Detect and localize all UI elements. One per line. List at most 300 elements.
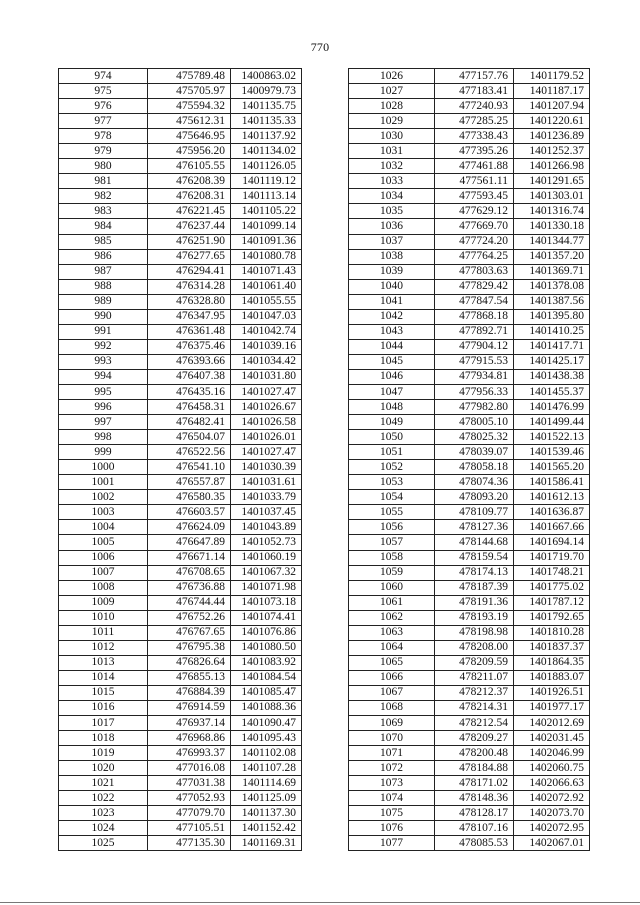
x-coordinate-cell: 477285.25	[435, 114, 514, 129]
x-coordinate-cell: 476671.14	[148, 550, 231, 565]
table-row	[59, 219, 302, 234]
point-number-cell: 1060	[349, 580, 435, 595]
y-coordinate-cell: 1401387.56	[514, 294, 590, 309]
table-row	[349, 475, 590, 490]
x-coordinate-cell: 478128.17	[435, 806, 514, 821]
x-coordinate-cell: 476277.65	[148, 249, 231, 264]
point-number-cell: 1064	[349, 640, 435, 655]
y-coordinate-cell: 1402072.95	[514, 821, 590, 836]
x-coordinate-cell: 476482.41	[148, 415, 231, 430]
point-number-cell: 1027	[349, 84, 435, 99]
table-row	[59, 354, 302, 369]
x-coordinate-cell: 477105.51	[148, 821, 231, 836]
y-coordinate-cell: 1401357.20	[514, 249, 590, 264]
coordinate-table-right	[348, 68, 590, 851]
table-row	[59, 490, 302, 505]
y-coordinate-cell: 1401135.75	[231, 99, 302, 114]
x-coordinate-cell: 476314.28	[148, 279, 231, 294]
y-coordinate-cell: 1401033.79	[231, 490, 302, 505]
point-number-cell: 1020	[59, 761, 148, 776]
table-row	[349, 731, 590, 746]
x-coordinate-cell: 477847.54	[435, 294, 514, 309]
y-coordinate-cell: 1401102.08	[231, 746, 302, 761]
y-coordinate-cell: 1401187.17	[514, 84, 590, 99]
y-coordinate-cell: 1400863.02	[231, 69, 302, 84]
point-number-cell: 1056	[349, 520, 435, 535]
point-number-cell: 1067	[349, 685, 435, 700]
x-coordinate-cell: 478074.36	[435, 475, 514, 490]
point-number-cell: 1032	[349, 159, 435, 174]
y-coordinate-cell: 1401088.36	[231, 700, 302, 715]
x-coordinate-cell: 477135.30	[148, 836, 231, 851]
coordinate-table-left	[58, 68, 302, 851]
point-number-cell: 1068	[349, 700, 435, 715]
y-coordinate-cell: 1401026.01	[231, 430, 302, 445]
x-coordinate-cell: 475612.31	[148, 114, 231, 129]
x-coordinate-cell: 476328.80	[148, 294, 231, 309]
y-coordinate-cell: 1401303.01	[514, 189, 590, 204]
x-coordinate-cell: 478208.00	[435, 640, 514, 655]
table-row	[349, 234, 590, 249]
x-coordinate-cell: 478211.07	[435, 670, 514, 685]
point-number-cell: 1037	[349, 234, 435, 249]
y-coordinate-cell: 1401266.98	[514, 159, 590, 174]
x-coordinate-cell: 476993.37	[148, 746, 231, 761]
table-row	[59, 565, 302, 580]
table-row	[349, 430, 590, 445]
x-coordinate-cell: 478209.59	[435, 655, 514, 670]
y-coordinate-cell: 1401027.47	[231, 445, 302, 460]
point-number-cell: 980	[59, 159, 148, 174]
x-coordinate-cell: 478200.48	[435, 746, 514, 761]
table-row	[349, 836, 590, 851]
x-coordinate-cell: 477956.33	[435, 384, 514, 399]
y-coordinate-cell: 1402067.01	[514, 836, 590, 851]
x-coordinate-cell: 478174.13	[435, 565, 514, 580]
x-coordinate-cell: 476407.38	[148, 369, 231, 384]
table-row	[59, 415, 302, 430]
x-coordinate-cell: 477669.70	[435, 219, 514, 234]
coordinate-table-right-body	[349, 69, 590, 851]
y-coordinate-cell: 1401137.92	[231, 129, 302, 144]
x-coordinate-cell: 476361.48	[148, 324, 231, 339]
x-coordinate-cell: 477240.93	[435, 99, 514, 114]
x-coordinate-cell: 477829.42	[435, 279, 514, 294]
y-coordinate-cell: 1401114.69	[231, 776, 302, 791]
point-number-cell: 993	[59, 354, 148, 369]
x-coordinate-cell: 477395.26	[435, 144, 514, 159]
x-coordinate-cell: 476826.64	[148, 655, 231, 670]
table-row	[349, 114, 590, 129]
table-row	[349, 294, 590, 309]
x-coordinate-cell: 477724.20	[435, 234, 514, 249]
point-number-cell: 1055	[349, 505, 435, 520]
table-row	[349, 520, 590, 535]
x-coordinate-cell: 475789.48	[148, 69, 231, 84]
table-row	[59, 144, 302, 159]
x-coordinate-cell: 476914.59	[148, 700, 231, 715]
table-row	[349, 610, 590, 625]
table-row	[349, 535, 590, 550]
table-row	[59, 655, 302, 670]
table-row	[59, 234, 302, 249]
x-coordinate-cell: 476557.87	[148, 475, 231, 490]
y-coordinate-cell: 1400979.73	[231, 84, 302, 99]
point-number-cell: 992	[59, 339, 148, 354]
y-coordinate-cell: 1402073.70	[514, 806, 590, 821]
point-number-cell: 1005	[59, 535, 148, 550]
table-row	[59, 580, 302, 595]
x-coordinate-cell: 478184.88	[435, 761, 514, 776]
point-number-cell: 1043	[349, 324, 435, 339]
table-row	[349, 219, 590, 234]
x-coordinate-cell: 477934.81	[435, 369, 514, 384]
point-number-cell: 985	[59, 234, 148, 249]
y-coordinate-cell: 1402012.69	[514, 716, 590, 731]
y-coordinate-cell: 1401539.46	[514, 445, 590, 460]
y-coordinate-cell: 1401378.08	[514, 279, 590, 294]
point-number-cell: 1044	[349, 339, 435, 354]
table-row	[59, 836, 302, 851]
table-row	[59, 761, 302, 776]
table-row	[59, 264, 302, 279]
point-number-cell: 1014	[59, 670, 148, 685]
point-number-cell: 994	[59, 369, 148, 384]
y-coordinate-cell: 1402066.63	[514, 776, 590, 791]
y-coordinate-cell: 1401125.09	[231, 791, 302, 806]
y-coordinate-cell: 1401026.67	[231, 400, 302, 415]
point-number-cell: 1038	[349, 249, 435, 264]
point-number-cell: 1019	[59, 746, 148, 761]
point-number-cell: 1052	[349, 460, 435, 475]
table-row	[59, 821, 302, 836]
point-number-cell: 1016	[59, 700, 148, 715]
x-coordinate-cell: 477157.76	[435, 69, 514, 84]
x-coordinate-cell: 478212.37	[435, 685, 514, 700]
table-row	[349, 655, 590, 670]
table-row	[349, 445, 590, 460]
x-coordinate-cell: 476855.13	[148, 670, 231, 685]
y-coordinate-cell: 1401055.55	[231, 294, 302, 309]
table-row	[349, 565, 590, 580]
table-row	[59, 174, 302, 189]
y-coordinate-cell: 1401636.87	[514, 505, 590, 520]
x-coordinate-cell: 478127.36	[435, 520, 514, 535]
table-row	[349, 309, 590, 324]
table-row	[59, 189, 302, 204]
y-coordinate-cell: 1401042.74	[231, 324, 302, 339]
page-number: 770	[310, 40, 330, 54]
y-coordinate-cell: 1401522.13	[514, 430, 590, 445]
point-number-cell: 1058	[349, 550, 435, 565]
y-coordinate-cell: 1401027.47	[231, 384, 302, 399]
x-coordinate-cell: 476884.39	[148, 685, 231, 700]
point-number-cell: 1017	[59, 716, 148, 731]
x-coordinate-cell: 476208.31	[148, 189, 231, 204]
y-coordinate-cell: 1401586.41	[514, 475, 590, 490]
y-coordinate-cell: 1401179.52	[514, 69, 590, 84]
table-row	[349, 746, 590, 761]
table-row	[349, 776, 590, 791]
table-row	[349, 685, 590, 700]
y-coordinate-cell: 1401043.89	[231, 520, 302, 535]
point-number-cell: 1071	[349, 746, 435, 761]
y-coordinate-cell: 1402031.45	[514, 731, 590, 746]
y-coordinate-cell: 1401080.78	[231, 249, 302, 264]
table-row	[349, 174, 590, 189]
x-coordinate-cell: 478187.39	[435, 580, 514, 595]
y-coordinate-cell: 1401438.38	[514, 369, 590, 384]
x-coordinate-cell: 477868.18	[435, 309, 514, 324]
y-coordinate-cell: 1401113.14	[231, 189, 302, 204]
point-number-cell: 1048	[349, 400, 435, 415]
y-coordinate-cell: 1401060.19	[231, 550, 302, 565]
table-row	[59, 716, 302, 731]
point-number-cell: 1029	[349, 114, 435, 129]
x-coordinate-cell: 478144.68	[435, 535, 514, 550]
y-coordinate-cell: 1401084.54	[231, 670, 302, 685]
x-coordinate-cell: 478193.19	[435, 610, 514, 625]
table-row	[349, 324, 590, 339]
table-row	[349, 550, 590, 565]
table-row	[59, 69, 302, 84]
y-coordinate-cell: 1401091.36	[231, 234, 302, 249]
point-number-cell: 1065	[349, 655, 435, 670]
table-row	[59, 746, 302, 761]
x-coordinate-cell: 476208.39	[148, 174, 231, 189]
point-number-cell: 977	[59, 114, 148, 129]
y-coordinate-cell: 1401107.28	[231, 761, 302, 776]
y-coordinate-cell: 1401775.02	[514, 580, 590, 595]
point-number-cell: 995	[59, 384, 148, 399]
y-coordinate-cell: 1401052.73	[231, 535, 302, 550]
y-coordinate-cell: 1401030.39	[231, 460, 302, 475]
table-row	[349, 339, 590, 354]
x-coordinate-cell: 477561.11	[435, 174, 514, 189]
table-row	[59, 505, 302, 520]
x-coordinate-cell: 475956.20	[148, 144, 231, 159]
point-number-cell: 1047	[349, 384, 435, 399]
point-number-cell: 1030	[349, 129, 435, 144]
point-number-cell: 981	[59, 174, 148, 189]
table-row	[349, 791, 590, 806]
point-number-cell: 1050	[349, 430, 435, 445]
table-row	[59, 84, 302, 99]
y-coordinate-cell: 1401076.86	[231, 625, 302, 640]
point-number-cell: 1007	[59, 565, 148, 580]
point-number-cell: 986	[59, 249, 148, 264]
point-number-cell: 1018	[59, 731, 148, 746]
point-number-cell: 1024	[59, 821, 148, 836]
y-coordinate-cell: 1401455.37	[514, 384, 590, 399]
coordinate-table-left-body	[59, 69, 302, 851]
table-row	[349, 595, 590, 610]
y-coordinate-cell: 1401291.65	[514, 174, 590, 189]
x-coordinate-cell: 478025.32	[435, 430, 514, 445]
x-coordinate-cell: 477892.71	[435, 324, 514, 339]
x-coordinate-cell: 477079.70	[148, 806, 231, 821]
page-bottom-edge	[0, 902, 640, 903]
point-number-cell: 997	[59, 415, 148, 430]
point-number-cell: 1034	[349, 189, 435, 204]
y-coordinate-cell: 1401067.32	[231, 565, 302, 580]
y-coordinate-cell: 1401037.45	[231, 505, 302, 520]
x-coordinate-cell: 478191.36	[435, 595, 514, 610]
point-number-cell: 1000	[59, 460, 148, 475]
table-row	[59, 670, 302, 685]
x-coordinate-cell: 477593.45	[435, 189, 514, 204]
point-number-cell: 999	[59, 445, 148, 460]
x-coordinate-cell: 478214.31	[435, 700, 514, 715]
point-number-cell: 1036	[349, 219, 435, 234]
point-number-cell: 991	[59, 324, 148, 339]
x-coordinate-cell: 476624.09	[148, 520, 231, 535]
x-coordinate-cell: 477764.25	[435, 249, 514, 264]
point-number-cell: 987	[59, 264, 148, 279]
y-coordinate-cell: 1401369.71	[514, 264, 590, 279]
x-coordinate-cell: 476504.07	[148, 430, 231, 445]
point-number-cell: 1012	[59, 640, 148, 655]
point-number-cell: 1009	[59, 595, 148, 610]
point-number-cell: 1051	[349, 445, 435, 460]
point-number-cell: 1062	[349, 610, 435, 625]
y-coordinate-cell: 1401330.18	[514, 219, 590, 234]
y-coordinate-cell: 1401612.13	[514, 490, 590, 505]
table-row	[349, 249, 590, 264]
point-number-cell: 1046	[349, 369, 435, 384]
point-number-cell: 1008	[59, 580, 148, 595]
y-coordinate-cell: 1401395.80	[514, 309, 590, 324]
x-coordinate-cell: 476937.14	[148, 716, 231, 731]
x-coordinate-cell: 478159.54	[435, 550, 514, 565]
point-number-cell: 1001	[59, 475, 148, 490]
table-row	[59, 731, 302, 746]
x-coordinate-cell: 478171.02	[435, 776, 514, 791]
x-coordinate-cell: 476603.57	[148, 505, 231, 520]
point-number-cell: 1002	[59, 490, 148, 505]
y-coordinate-cell: 1401031.80	[231, 369, 302, 384]
table-row	[349, 490, 590, 505]
table-row	[59, 114, 302, 129]
point-number-cell: 1026	[349, 69, 435, 84]
y-coordinate-cell: 1401667.66	[514, 520, 590, 535]
y-coordinate-cell: 1401883.07	[514, 670, 590, 685]
table-row	[349, 700, 590, 715]
point-number-cell: 1074	[349, 791, 435, 806]
table-row	[349, 806, 590, 821]
table-row	[59, 791, 302, 806]
point-number-cell: 1013	[59, 655, 148, 670]
x-coordinate-cell: 476435.16	[148, 384, 231, 399]
table-row	[59, 610, 302, 625]
point-number-cell: 990	[59, 309, 148, 324]
y-coordinate-cell: 1401565.20	[514, 460, 590, 475]
table-row	[349, 640, 590, 655]
table-row	[59, 159, 302, 174]
x-coordinate-cell: 477982.80	[435, 400, 514, 415]
table-row	[349, 189, 590, 204]
point-number-cell: 983	[59, 204, 148, 219]
point-number-cell: 978	[59, 129, 148, 144]
point-number-cell: 1028	[349, 99, 435, 114]
y-coordinate-cell: 1401074.41	[231, 610, 302, 625]
x-coordinate-cell: 475646.95	[148, 129, 231, 144]
x-coordinate-cell: 477629.12	[435, 204, 514, 219]
point-number-cell: 1003	[59, 505, 148, 520]
table-row	[59, 625, 302, 640]
y-coordinate-cell: 1401061.40	[231, 279, 302, 294]
y-coordinate-cell: 1401220.61	[514, 114, 590, 129]
x-coordinate-cell: 476968.86	[148, 731, 231, 746]
x-coordinate-cell: 476736.88	[148, 580, 231, 595]
table-row	[349, 580, 590, 595]
x-coordinate-cell: 477016.08	[148, 761, 231, 776]
y-coordinate-cell: 1401071.43	[231, 264, 302, 279]
point-number-cell: 1045	[349, 354, 435, 369]
x-coordinate-cell: 478212.54	[435, 716, 514, 731]
y-coordinate-cell: 1401837.37	[514, 640, 590, 655]
y-coordinate-cell: 1401134.02	[231, 144, 302, 159]
x-coordinate-cell: 476767.65	[148, 625, 231, 640]
table-row	[349, 460, 590, 475]
point-number-cell: 1075	[349, 806, 435, 821]
table-row	[349, 369, 590, 384]
x-coordinate-cell: 476221.45	[148, 204, 231, 219]
table-row	[59, 445, 302, 460]
y-coordinate-cell: 1401694.14	[514, 535, 590, 550]
y-coordinate-cell: 1401080.50	[231, 640, 302, 655]
point-number-cell: 1040	[349, 279, 435, 294]
table-row	[59, 369, 302, 384]
x-coordinate-cell: 476647.89	[148, 535, 231, 550]
table-row	[349, 415, 590, 430]
y-coordinate-cell: 1401476.99	[514, 400, 590, 415]
point-number-cell: 1054	[349, 490, 435, 505]
x-coordinate-cell: 476105.55	[148, 159, 231, 174]
table-row	[59, 806, 302, 821]
point-number-cell: 1057	[349, 535, 435, 550]
table-row	[59, 249, 302, 264]
y-coordinate-cell: 1402072.92	[514, 791, 590, 806]
x-coordinate-cell: 477338.43	[435, 129, 514, 144]
point-number-cell: 1031	[349, 144, 435, 159]
point-number-cell: 974	[59, 69, 148, 84]
point-number-cell: 1025	[59, 836, 148, 851]
x-coordinate-cell: 477183.41	[435, 84, 514, 99]
point-number-cell: 975	[59, 84, 148, 99]
y-coordinate-cell: 1401792.65	[514, 610, 590, 625]
x-coordinate-cell: 477915.53	[435, 354, 514, 369]
table-row	[349, 69, 590, 84]
point-number-cell: 1070	[349, 731, 435, 746]
point-number-cell: 1053	[349, 475, 435, 490]
y-coordinate-cell: 1401152.42	[231, 821, 302, 836]
table-row	[59, 535, 302, 550]
x-coordinate-cell: 476795.38	[148, 640, 231, 655]
table-row	[59, 475, 302, 490]
point-number-cell: 1066	[349, 670, 435, 685]
point-number-cell: 1042	[349, 309, 435, 324]
y-coordinate-cell: 1401119.12	[231, 174, 302, 189]
table-row	[59, 294, 302, 309]
y-coordinate-cell: 1401425.17	[514, 354, 590, 369]
x-coordinate-cell: 476458.31	[148, 400, 231, 415]
table-row	[59, 700, 302, 715]
x-coordinate-cell: 478209.27	[435, 731, 514, 746]
y-coordinate-cell: 1401105.22	[231, 204, 302, 219]
y-coordinate-cell: 1401719.70	[514, 550, 590, 565]
x-coordinate-cell: 476347.95	[148, 309, 231, 324]
